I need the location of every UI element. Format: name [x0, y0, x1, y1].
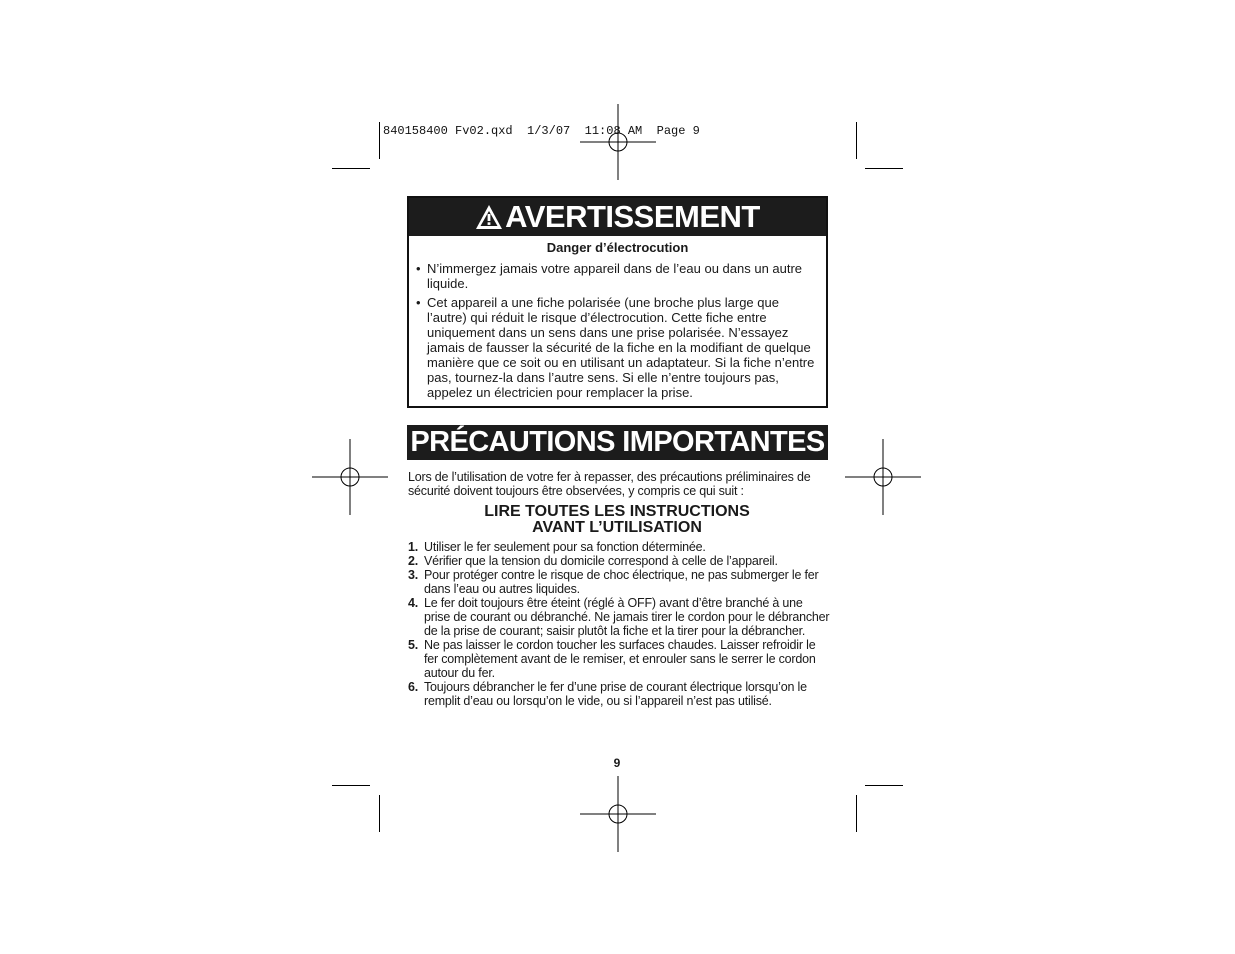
- print-slug: 840158400 Fv02.qxd 1/3/07 11:08 AM Page 9: [383, 124, 700, 138]
- list-item: 6. Toujours débrancher le fer d’une prise de courant électrique lorsqu’on le remplit d’eau ou lorsqu’on le vide, ou si l’appareil n’est pas utilisé.: [408, 680, 807, 708]
- list-item: • N’immergez jamais votre appareil dans de l’eau ou dans un autre liquide.: [416, 261, 803, 291]
- precautions-steps: [408, 540, 832, 708]
- warning-header: [409, 198, 826, 236]
- list-item: 5. Ne pas laisser le cordon toucher les surfaces chaudes. Laisser refroidir le fer complètement avant de le remiser, et enrouler sans le serrer le cordon autour du fer.: [408, 638, 816, 680]
- crop-mark: [379, 795, 380, 832]
- list-item: 1. Utiliser le fer seulement pour sa fonction déterminée.: [408, 540, 706, 554]
- crop-mark: [865, 168, 903, 169]
- precautions-title: PRÉCAUTIONS IMPORTANTES: [407, 425, 828, 460]
- list-item: • Cet appareil a une fiche polarisée (une broche plus large que l’autre) qui réduit le risque d’électrocution. Cette fiche entre uniquement dans un sens dans une prise polarisée. N’essayez jamais de fausser la sécurité de la fiche en la modifiant de quelque manière que ce soit ou en utilisant un adaptateur. Si la fiche n’entre pas, tournez-la dans l’autre sens. Si elle n’entre toujours pas, appelez un électricien pour remplacer la prise.: [416, 295, 815, 400]
- registration-mark-icon: [845, 439, 921, 515]
- warning-title: AVERTISSEMENT: [505, 199, 760, 234]
- crop-mark: [379, 122, 380, 159]
- crop-mark: [856, 122, 857, 159]
- list-item: 4. Le fer doit toujours être éteint (réglé à OFF) avant d’être branché à une prise de courant ou débranché. Ne jamais tirer le cordon pour le débrancher de la prise de courant; saisir plutôt la fiche et la tirer pour la débrancher.: [408, 596, 830, 638]
- crop-mark: [865, 785, 903, 786]
- crop-mark: [332, 168, 370, 169]
- warning-list: [409, 261, 826, 400]
- page-number: 9: [613, 756, 621, 770]
- registration-mark-icon: [580, 776, 656, 852]
- crop-mark: [856, 795, 857, 832]
- instructions-subhead: [407, 504, 827, 536]
- subhead-line: LIRE TOUTES LES INSTRUCTIONS: [484, 503, 750, 520]
- warning-box: [407, 196, 828, 408]
- warning-triangle-icon: [475, 204, 503, 230]
- list-item: 2. Vérifier que la tension du domicile correspond à celle de l’appareil.: [408, 554, 778, 568]
- warning-subtitle: Danger d’électrocution: [546, 240, 689, 255]
- precautions-intro: Lors de l’utilisation de votre fer à repasser, des précautions préliminaires de sécurité doivent toujours être observées, y compris ce qui suit :: [408, 470, 811, 498]
- registration-mark-icon: [312, 439, 388, 515]
- subhead-line: AVANT L’UTILISATION: [532, 519, 702, 536]
- list-item: 3. Pour protéger contre le risque de choc électrique, ne pas submerger le fer dans l’eau ou autres liquides.: [408, 568, 819, 596]
- registration-mark-icon: [580, 104, 656, 180]
- crop-mark: [332, 785, 370, 786]
